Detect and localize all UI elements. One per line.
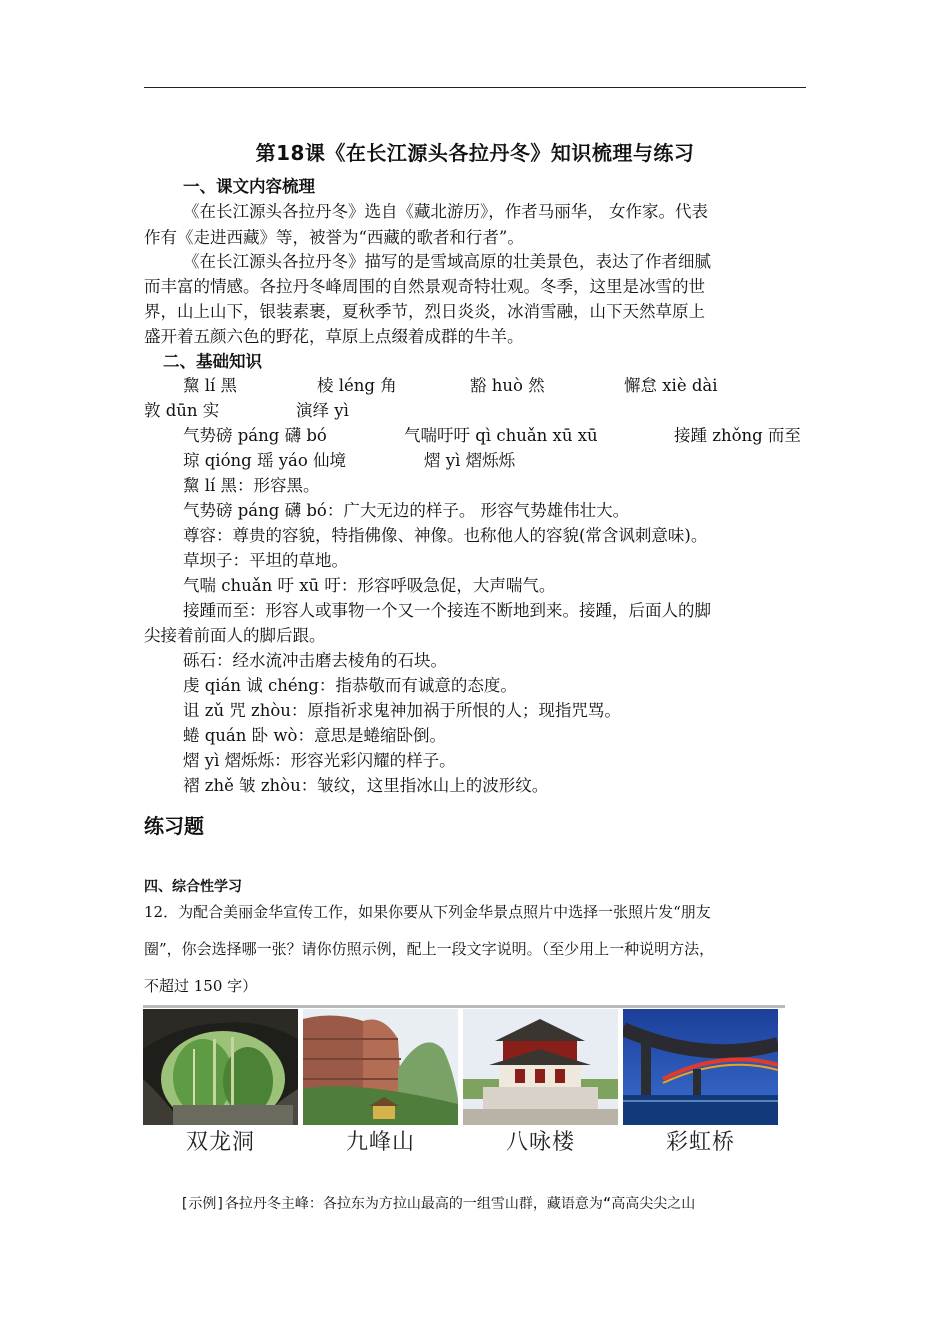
- vocab-item: 气喘吁吁 qì chuǎn xū xū: [404, 426, 598, 445]
- definition: 熠 yì 熠烁烁：形容光彩闪耀的样子。: [183, 751, 456, 770]
- definition: 气势磅 páng 礴 bó：广大无边的样子。 形容气势雄伟壮大。: [183, 501, 630, 520]
- vocab-item: 琼 qióng 瑶 yáo 仙境: [183, 451, 347, 470]
- vocab-item: 敦 dūn 实: [144, 401, 220, 420]
- section1-heading: 一、课文内容梳理: [183, 177, 315, 196]
- definition: 草坝子：平坦的草地。: [183, 551, 348, 570]
- vocab-item: 熠 yì 熠烁烁: [424, 451, 516, 470]
- practice-subheading: 四、综合性学习: [144, 879, 242, 895]
- section1-p2-line3: 界，山上山下，银装素裹，夏秋季节，烈日炎炎，冰消雪融，山下天然草原上: [144, 302, 705, 321]
- definition: 蜷 quán 卧 wò：意思是蜷缩卧倒。: [183, 726, 446, 745]
- cave-photo: [143, 1009, 298, 1125]
- section1-p1-line1: 《在长江源头各拉丹冬》选自《藏北游历》，作者马丽华， 女作家。代表: [183, 202, 708, 221]
- practice-heading: 练习题: [144, 814, 204, 838]
- section2-heading: 二、基础知识: [163, 352, 262, 371]
- example-text: [示例]各拉丹冬主峰：各拉东为方拉山最高的一组雪山群，藏语意为“高高尖尖之山: [180, 1196, 696, 1212]
- vocab-item: 懈怠 xiè dài: [624, 376, 718, 395]
- definition: 砾石：经水流冲击磨去棱角的石块。: [183, 651, 447, 670]
- definition: 诅 zǔ 咒 zhòu：原指祈求鬼神加祸于所恨的人；现指咒骂。: [183, 701, 621, 720]
- mountain-photo: [303, 1009, 458, 1125]
- definition: 褶 zhě 皱 zhòu：皱纹，这里指冰山上的波形纹。: [183, 776, 549, 795]
- vocab-item: 豁 huò 然: [470, 376, 545, 395]
- definition: 黧 lí 黑：形容黑。: [183, 476, 320, 495]
- photo-strip: [143, 1005, 785, 1157]
- photo-caption: 双龙洞: [185, 1130, 255, 1155]
- section1-p2-line1: 《在长江源头各拉丹冬》描写的是雪域高原的壮美景色，表达了作者细腻: [183, 252, 711, 271]
- vocab-item: 演绎 yì: [296, 401, 349, 420]
- photo-strip-border: [143, 1005, 785, 1008]
- section1-p1-line2: 作有《走进西藏》等，被誉为“西藏的歌者和行者”。: [144, 228, 524, 247]
- vocab-item: 黧 lí 黑: [183, 376, 238, 395]
- bridge-photo: [623, 1009, 778, 1125]
- photo-caption: 九峰山: [345, 1130, 415, 1155]
- question-text: 圈”，你会选择哪一张？请你仿照示例，配上一段文字说明。（至少用上一种说明方法，: [144, 940, 715, 958]
- question-text: 12．为配合美丽金华宣传工作，如果你要从下列金华景点照片中选择一张照片发“朋友: [144, 903, 711, 921]
- photo-caption: 八咏楼: [505, 1130, 575, 1155]
- definition: 尊容：尊贵的容貌，特指佛像、神像。也称他人的容貌(常含讽刺意味)。: [183, 526, 708, 545]
- definition: 虔 qián 诚 chéng：指恭敬而有诚意的态度。: [183, 676, 517, 695]
- definition: 气喘 chuǎn 吁 xū 吁：形容呼吸急促，大声喘气。: [183, 576, 556, 595]
- vocab-item: 气势磅 páng 礴 bó: [183, 426, 327, 445]
- vocab-item: 棱 léng 角: [317, 376, 397, 395]
- header-rule: [144, 87, 806, 88]
- tower-photo: [463, 1009, 618, 1125]
- question-text: 不超过 150 字）: [144, 977, 258, 995]
- photo-caption: 彩虹桥: [665, 1130, 735, 1155]
- section1-p2-line4: 盛开着五颜六色的野花，草原上点缀着成群的牛羊。: [144, 327, 524, 346]
- vocab-item: 接踵 zhǒng 而至: [674, 426, 801, 445]
- page-title: 第18课《在长江源头各拉丹冬》知识梳理与练习: [255, 141, 695, 165]
- section1-p2-line2: 而丰富的情感。各拉丹冬峰周围的自然景观奇特壮观。冬季，这里是冰雪的世: [144, 277, 705, 296]
- definition: 接踵而至：形容人或事物一个又一个接连不断地到来。接踵，后面人的脚: [183, 601, 711, 620]
- definition: 尖接着前面人的脚后跟。: [144, 626, 326, 645]
